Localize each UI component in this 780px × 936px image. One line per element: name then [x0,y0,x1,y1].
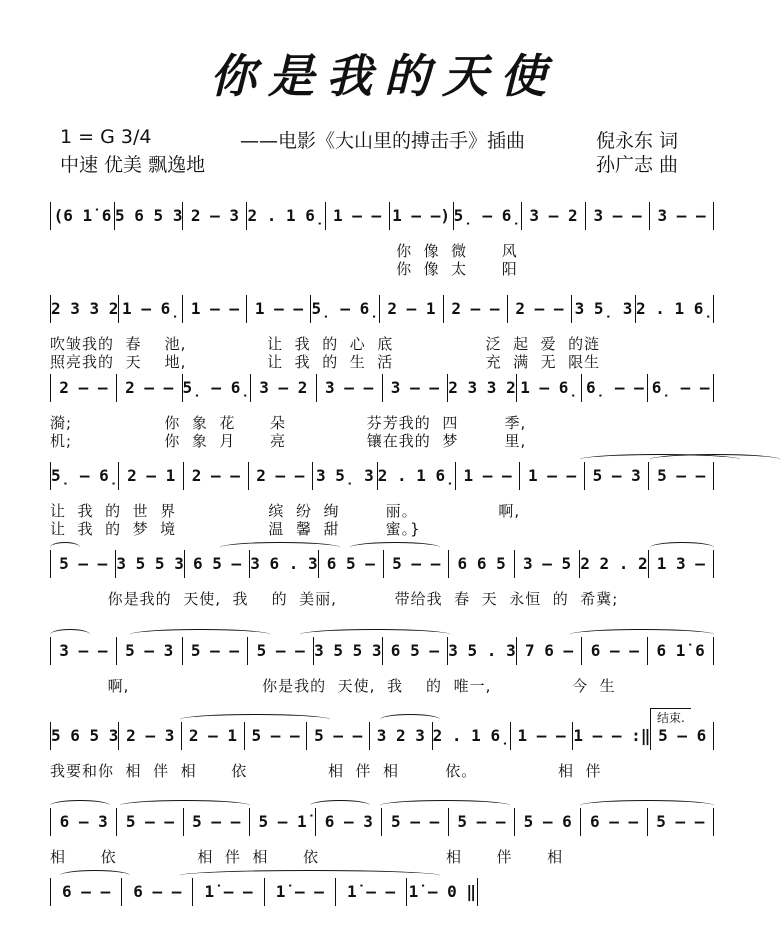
notes-row [50,878,478,906]
lyrics-line-1: 我要和你 相 伴 相 依 相 伴 相 依。 相 伴 [50,762,602,780]
measure: 6 6 5 [449,550,514,578]
lyrics-line-1: 啊, 你是我的 天使, 我 的 唯一, 今 生 [50,677,616,695]
measure: 3 – 2 [522,202,586,230]
measure: 1̇ – – [193,878,264,906]
notes-row [50,202,714,230]
measure: 6 – 3 [316,808,382,836]
notes-row [50,808,714,836]
notes-row [50,722,714,750]
measure: 2 – – [50,374,117,402]
measure: 3 – – [586,202,650,230]
measure: 3 5 . 3 [448,637,516,665]
measure: 5̣ – 6̣ [454,202,522,230]
measure: 2 2 . 2 [580,550,648,578]
measure: 3 5 5 3 [314,637,382,665]
slur-mark [650,542,714,553]
lyrics-line-2: 照亮我的 天 地, 让 我 的 生 活 充 满 无 限生 [50,353,601,371]
measure: 3 5̣ 3 [313,462,378,490]
measure: 1 – –) [390,202,454,230]
slur-mark [380,714,440,725]
lyrics-line-1: 你是我的 天使, 我 的 美丽, 带给我 春 天 永恒 的 希冀; [50,590,619,608]
measure: 5 – – [384,550,449,578]
measure: (6 1̇ 6 [50,202,115,230]
measure: 3 – – [50,637,117,665]
measure: 1 – – [247,295,311,323]
key-time-signature: 1 = G 3/4 [60,126,152,148]
measure: 3 2 3 [370,722,433,750]
measure: 1̇ – – [265,878,336,906]
measure: 6 – 3 [50,808,117,836]
measure: 1 – – :‖ [573,722,651,750]
measure: 3 – – [383,374,449,402]
measure: 5 6 5 3 [50,722,119,750]
measure: 2 – 1 [182,722,245,750]
measure: 5 – – [50,550,116,578]
measure: 2 3 3 2 [50,295,119,323]
measure: 5̣ – 6̣ [50,462,119,490]
measure: 2 – – [184,462,249,490]
slur-mark [50,629,90,640]
measure: 5 – 3 [117,637,183,665]
measure: 1 – – [520,462,585,490]
measure: 5 – – [183,637,249,665]
measure: 2 3 3 2 [448,374,516,402]
measure: 1 – – [183,295,247,323]
slur-mark [50,542,80,553]
measure: 5 – – [117,808,183,836]
measure: 1 – 6̣ [119,295,183,323]
measure: 2 – 3 [183,202,247,230]
lyrics-line-1: 吹皱我的 春 池, 让 我 的 心 底 泛 起 爱 的涟 [50,335,601,353]
tempo-marking: 中速 优美 飘逸地 [60,154,206,176]
measure: 6 – – [582,637,648,665]
slur-mark [310,800,370,811]
measure: 5̣ – 6̣ [311,295,379,323]
slur-mark [120,800,250,811]
measure: 5 – – [649,462,714,490]
measure: 3 6 . 3 [250,550,318,578]
measure: 5 – – [245,722,308,750]
lyrics-line-1: 你 像 微 风 [50,242,518,260]
notes-row [50,550,714,578]
measure: 3 5̣ 3 [572,295,636,323]
measure: 5 – – [184,808,250,836]
measure: 2 . 1 6̣ [433,722,511,750]
measure: 3 – 2 [251,374,317,402]
measure: 1̇ – 0 ‖ [407,878,478,906]
measure: 2 – – [444,295,508,323]
song-title: 你是我的天使 [210,49,558,103]
slur-mark [580,800,714,811]
measure: 6 – – [122,878,193,906]
measure: 5 – – [449,808,515,836]
slur-mark [570,629,714,640]
measure: 5 – – [248,637,314,665]
measure: 1 3 – [649,550,714,578]
measure: 5 6 5 3 [115,202,183,230]
measure: 1 – – [511,722,574,750]
measure: 3 – 5 [515,550,580,578]
measure: 6 5 – [383,637,449,665]
measure: 5̣ – 6̣ [183,374,251,402]
measure: 3 – – [317,374,383,402]
measure: 2 – – [508,295,572,323]
measure: 1 – – [456,462,521,490]
slur-mark [60,870,130,881]
slur-mark [650,454,780,465]
measure: 2 . 1 6̣ [636,295,714,323]
measure: 1 – 6̣ [517,374,583,402]
lyrics-line-1: 相 依 相 伴 相 依 相 伴 相 [50,848,564,866]
measure: 5 – 1̇ [250,808,316,836]
measure: 2 – – [249,462,314,490]
slur-mark [220,542,340,553]
measure: 5 – – [382,808,448,836]
measure: 5 – 6 [515,808,581,836]
notes-row [50,295,714,323]
measure: 5 – 6 [651,722,714,750]
measure: 6̣ – – [582,374,648,402]
measure: 2 – 3 [119,722,182,750]
measure: 6 5 – [319,550,384,578]
slur-mark [300,629,450,640]
notes-row [50,462,714,490]
lyrics-line-2: 机; 你 象 月 亮 镶在我的 梦 里, [50,432,527,450]
slur-mark [50,800,110,811]
measure: 6 – – [50,878,122,906]
lyrics-line-2: 让 我 的 梦 境 温 馨 甜 蜜。} [50,520,421,538]
composer: 孙广志 曲 [596,154,679,176]
measure: 3 5 5 3 [116,550,184,578]
notes-row [50,374,714,402]
measure: 2 . 1 6̣ [378,462,456,490]
lyrics-line-1: 漪; 你 象 花 朵 芬芳我的 四 季, [50,414,527,432]
song-source: ——电影《大山里的搏击手》插曲 [240,130,526,152]
measure: 3 – – [650,202,714,230]
measure: 2 – – [117,374,183,402]
measure: 6 5 – [185,550,250,578]
measure: 1 – – [326,202,390,230]
lyrics-line-1: 让 我 的 世 界 缤 纷 绚 丽。 啊, [50,502,521,520]
measure: 7 6 – [517,637,583,665]
measure: 6 – – [581,808,647,836]
measure: 5 – – [648,808,714,836]
measure: 2 . 1 6̣ [247,202,325,230]
measure: 2 – 1 [119,462,184,490]
measure: 2 – 1 [380,295,444,323]
measure: 6̣ – – [648,374,714,402]
slur-mark [130,629,270,640]
notes-row [50,637,714,665]
slur-mark [180,870,440,881]
slur-mark [180,714,330,725]
slur-mark [380,800,510,811]
slur-mark [350,542,440,553]
measure: 5 – – [307,722,370,750]
measure: 1̇ – – [336,878,407,906]
measure: 6 1̇ 6 [648,637,714,665]
lyricist: 倪永东 词 [596,130,679,152]
end-marker: 结束. [650,708,691,726]
measure: 5 – 3 [585,462,650,490]
lyrics-line-2: 你 像 太 阳 [50,260,518,278]
